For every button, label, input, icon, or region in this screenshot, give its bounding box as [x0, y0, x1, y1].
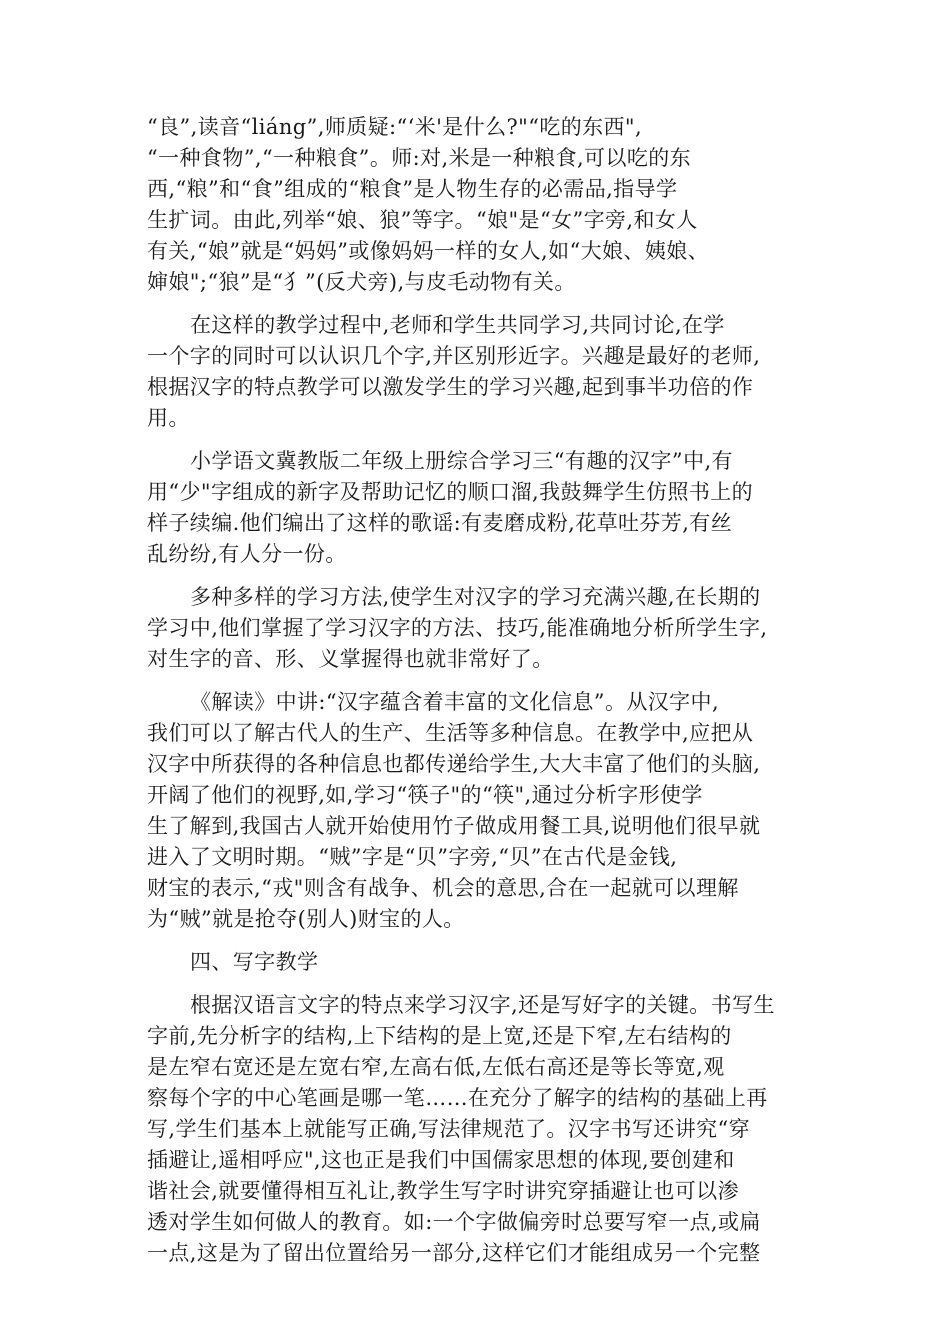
- text-line: 开阔了他们的视野,如,学习“筷子"的“筷",通过分析字形使学: [147, 783, 703, 807]
- text-line: 对生字的音、形、义掌握得也就非常好了。: [147, 647, 554, 671]
- text-line: “良”,读音“liáng”,师质疑:“‘米'是什么?"“吃的东西",: [147, 115, 643, 139]
- paragraph: [147, 990, 807, 1269]
- text-line: 插避让,遥相呼应",这也正是我们中国儒家思想的体现,要创建和: [147, 1148, 735, 1172]
- paragraph: [147, 112, 807, 298]
- text-line: 生了解到,我国古人就开始使用竹子做成用餐工具,说明他们很早就: [147, 814, 761, 838]
- text-line: 我们可以了解古代人的生产、生活等多种信息。在教学中,应把从: [147, 721, 754, 745]
- text-line: 生扩词。由此,列举“娘、狼”等字。“娘"是“女”字旁,和女人: [147, 208, 698, 232]
- paragraph: [147, 687, 807, 935]
- text-line: 一点,这是为了留出位置给另一部分,这样它们才能组成另一个完整: [147, 1241, 761, 1265]
- text-line: 样子续编.他们编出了这样的歌谣:有麦磨成粉,花草吐芬芳,有丝: [147, 511, 733, 535]
- text-line: 是左窄右宽还是左宽右窄,左高右低,左低右高还是等长等宽,观: [147, 1055, 725, 1079]
- text-line: 乱纷纷,有人分一份。: [147, 542, 347, 566]
- text-line: “一种食物”,“一种粮食”。师:对,米是一种粮食,可以吃的东: [147, 146, 692, 170]
- text-line: 小学语文冀教版二年级上册综合学习三“有趣的汉字”中,有: [190, 449, 733, 473]
- text-line: 根据汉字的特点教学可以激发学生的学习兴趣,起到事半功倍的作: [147, 375, 754, 399]
- text-line: 有关,“娘”就是“妈妈”或像妈妈一样的女人,如“大娘、姨娘、: [147, 239, 710, 263]
- text-line: 透对学生如何做人的教育。如:一个字做偏旁时总要写窄一点,或扁: [147, 1210, 761, 1234]
- text-line: 用。: [147, 406, 190, 430]
- text-line: 在这样的教学过程中,老师和学生共同学习,共同讨论,在学: [190, 313, 725, 337]
- paragraph: [147, 310, 807, 434]
- text-line: 字前,先分析字的结构,上下结构的是上宽,还是下窄,左右结构的: [147, 1024, 732, 1048]
- heading-text: 四、写字教学: [190, 950, 319, 974]
- text-line: 西,“粮”和“食”组成的“粮食”是人物生存的必需品,指导学: [147, 177, 678, 201]
- text-line: 为“贼”就是抢夺(别人)财宝的人。: [147, 907, 465, 931]
- text-line: 察每个字的中心笔画是哪一笔……在充分了解字的结构的基础上再: [147, 1086, 768, 1110]
- text-line: 多种多样的学习方法,使学生对汉字的学习充满兴趣,在长期的: [190, 585, 761, 609]
- text-line: 一个字的同时可以认识几个字,并区别形近字。兴趣是最好的老师,: [147, 344, 761, 368]
- text-line: 婶娘";“狼”是“犭”(反犬旁),与皮毛动物有关。: [147, 270, 576, 294]
- section-heading: [147, 947, 807, 978]
- text-line: 根据汉语言文字的特点来学习汉字,还是写好字的关键。书写生: [190, 993, 775, 1017]
- text-line: 写,学生们基本上就能写正确,写法律规范了。汉字书写还讲究“穿: [147, 1117, 751, 1141]
- document-body: [147, 112, 807, 1269]
- text-line: 谐社会,就要懂得相互礼让,教学生写字时讲究穿插避让也可以渗: [147, 1179, 739, 1203]
- text-line: 财宝的表示,“戎"则含有战争、机会的意思,合在一起就可以理解: [147, 876, 739, 900]
- text-line: 汉字中所获得的各种信息也都传递给学生,大大丰富了他们的头脑,: [147, 752, 761, 776]
- text-line: 进入了文明时期。“贼”字是“贝”字旁,“贝”在古代是金钱,: [147, 845, 678, 869]
- paragraph: [147, 446, 807, 570]
- text-line: 用“少"字组成的新字及帮助记忆的顺口溜,我鼓舞学生仿照书上的: [147, 480, 754, 504]
- text-line: 学习中,他们掌握了学习汉字的方法、技巧,能准确地分析所学生字,: [147, 616, 768, 640]
- text-line: 《解读》中讲:“汉字蕴含着丰富的文化信息”。从汉字中,: [190, 690, 720, 714]
- paragraph: [147, 582, 807, 675]
